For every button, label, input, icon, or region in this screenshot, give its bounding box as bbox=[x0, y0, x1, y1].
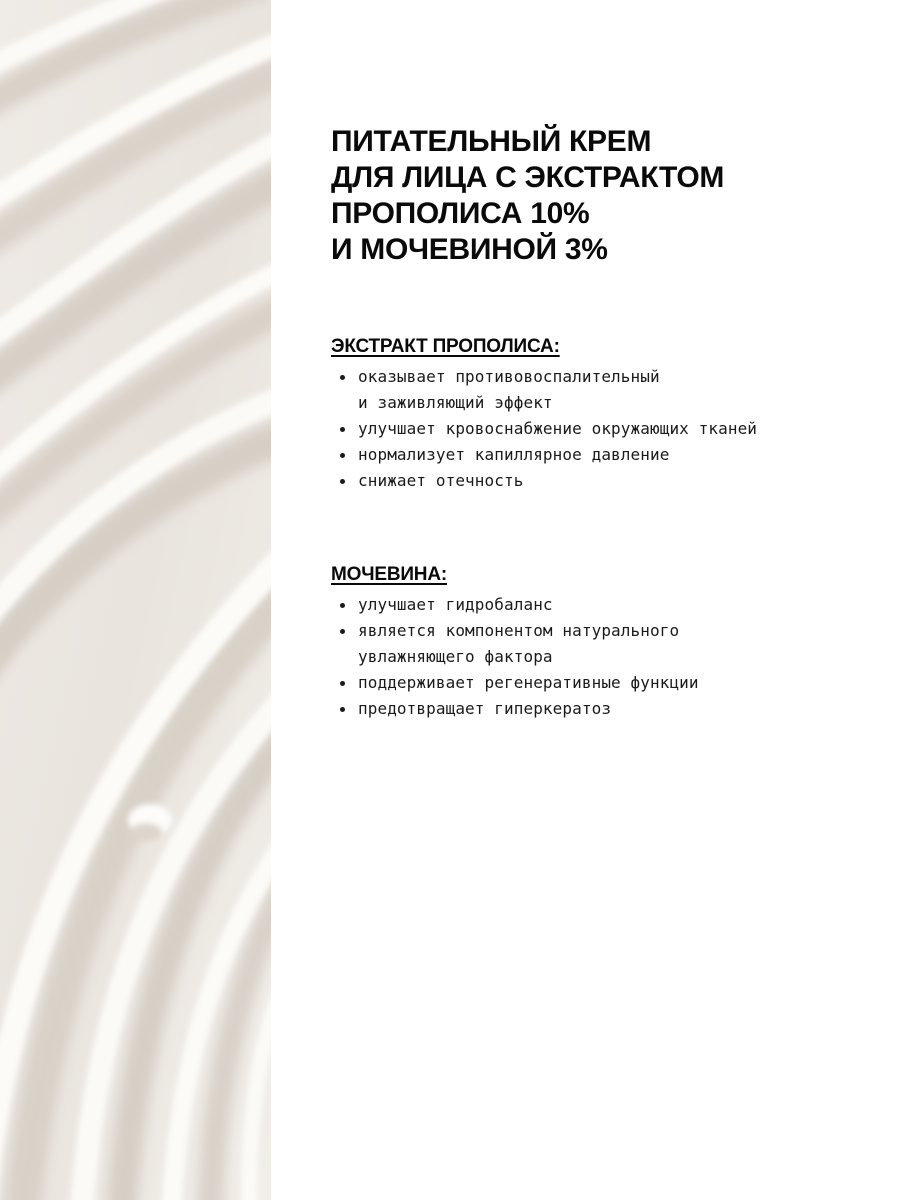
title-line: ПИТАТЕЛЬНЫЙ КРЕМ bbox=[331, 125, 652, 158]
list-item-text: улучшает гидробаланс bbox=[358, 595, 553, 614]
list-item-text: нормализует капиллярное давление bbox=[358, 445, 670, 464]
section-heading: МОЧЕВИНА: bbox=[331, 564, 447, 585]
list-item bbox=[331, 468, 871, 494]
bullet-icon bbox=[340, 629, 345, 634]
list-item-text: улучшает кровоснабжение окружающих тканей bbox=[358, 419, 758, 438]
list-item-text: снижает отечность bbox=[358, 471, 524, 490]
list-item-text: оказывает противовоспалительный и заживляющий эффект bbox=[358, 367, 660, 412]
section-heading: ЭКСТРАКТ ПРОПОЛИСА: bbox=[331, 336, 560, 357]
bullet-icon bbox=[340, 427, 345, 432]
content-column bbox=[331, 124, 871, 722]
list-item-text: предотвращает гиперкератоз bbox=[358, 699, 612, 718]
urea-section bbox=[331, 562, 871, 722]
list-item bbox=[331, 364, 698, 416]
list-item bbox=[331, 618, 748, 670]
cream-texture-image bbox=[0, 0, 271, 1200]
list-item-text: поддерживает регенеративные функции bbox=[358, 673, 699, 692]
benefit-list bbox=[331, 592, 871, 722]
propolis-section bbox=[331, 334, 871, 494]
bullet-icon bbox=[340, 479, 345, 484]
list-item bbox=[331, 442, 871, 468]
list-item bbox=[331, 416, 758, 442]
benefit-list bbox=[331, 364, 871, 494]
bullet-icon bbox=[340, 453, 345, 458]
list-item bbox=[331, 592, 871, 618]
title-line: ДЛЯ ЛИЦА С ЭКСТРАКТОМ bbox=[331, 161, 725, 194]
bullet-icon bbox=[340, 707, 345, 712]
title-line: ПРОПОЛИСА 10% bbox=[331, 197, 590, 230]
bullet-icon bbox=[340, 603, 345, 608]
list-item-text: является компонентом натурального увлажняющего фактора bbox=[358, 621, 680, 666]
product-title bbox=[331, 124, 871, 268]
list-item bbox=[331, 696, 871, 722]
list-item bbox=[331, 670, 871, 696]
bullet-icon bbox=[340, 681, 345, 686]
bullet-icon bbox=[340, 375, 345, 380]
title-line: И МОЧЕВИНОЙ 3% bbox=[331, 233, 608, 266]
